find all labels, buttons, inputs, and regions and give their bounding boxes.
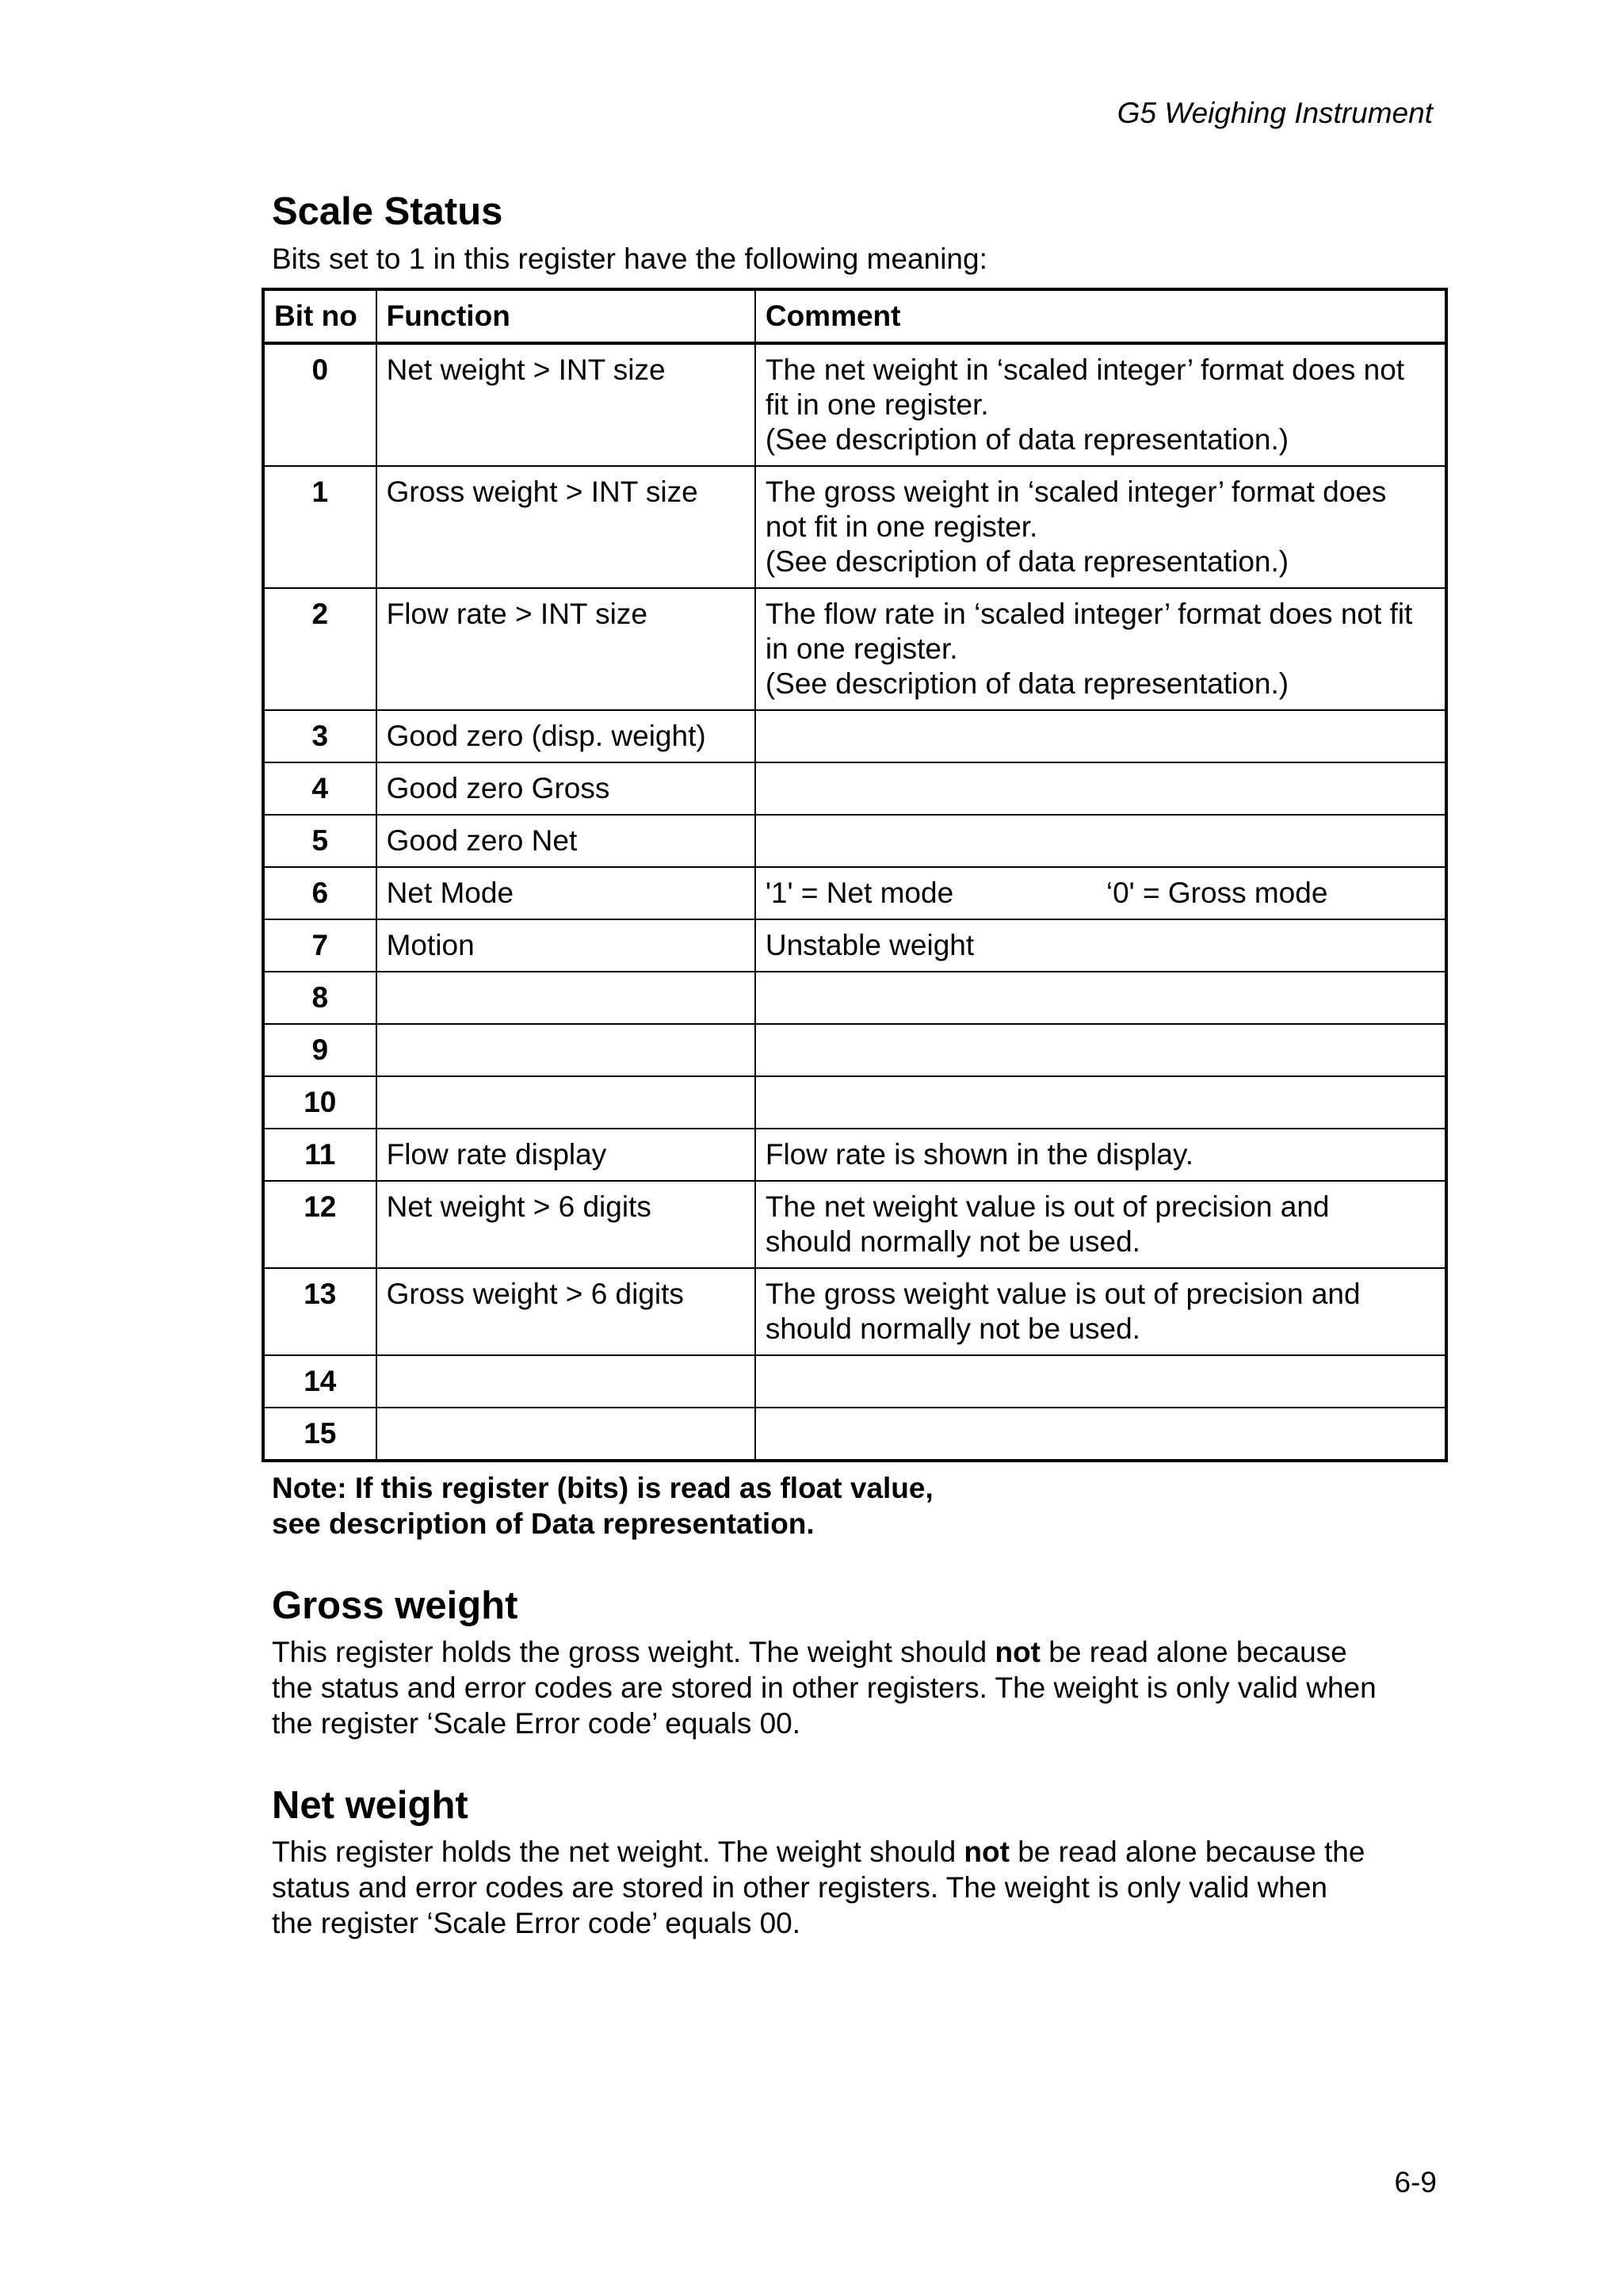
- bit-number-cell: 8: [263, 972, 376, 1024]
- paragraph-text: the status and error codes are stored in other registers. The weight is only valid when: [272, 1671, 1377, 1704]
- mode-pair: [766, 876, 1435, 911]
- table-header-row: [263, 289, 1446, 343]
- bit-number-cell: 3: [263, 710, 376, 762]
- function-cell: Flow rate > INT size: [376, 588, 755, 710]
- function-cell: [376, 1408, 755, 1461]
- comment-cell: [755, 1076, 1446, 1129]
- page-number: 6-9: [1394, 2166, 1437, 2199]
- scale-status-table: [262, 288, 1448, 1462]
- comment-cell: [755, 1408, 1446, 1461]
- comment-line: in one register.: [765, 632, 958, 666]
- comment-line: The net weight in ‘scaled integer’ format does not: [765, 353, 1405, 387]
- table-row: [263, 1129, 1446, 1181]
- bit-number-cell: 4: [263, 762, 376, 815]
- comment-cell: [755, 762, 1446, 815]
- gross-weight-paragraph: [272, 1634, 1445, 1741]
- comment-line: should normally not be used.: [765, 1225, 1140, 1259]
- bit-number-cell: 5: [263, 815, 376, 867]
- bit-number-cell: 1: [263, 466, 376, 588]
- function-cell: [376, 972, 755, 1024]
- comment-cell: [755, 1181, 1446, 1268]
- bit-number-cell: 11: [263, 1129, 376, 1181]
- table-row: [263, 343, 1446, 466]
- column-header-comment: Comment: [755, 289, 1446, 343]
- comment-cell: [755, 1355, 1446, 1408]
- scale-status-heading: Scale Status: [272, 190, 503, 233]
- comment-line: The flow rate in ‘scaled integer’ format does not fit: [765, 598, 1413, 631]
- paragraph-text: be read alone because: [1041, 1635, 1347, 1668]
- comment-line: fit in one register.: [765, 388, 989, 422]
- paragraph-text: This register holds the net weight. The weight should: [272, 1835, 964, 1868]
- function-cell: Gross weight > INT size: [376, 466, 755, 588]
- comment-cell: [755, 710, 1446, 762]
- function-cell: Motion: [376, 919, 755, 972]
- comment-cell: [755, 919, 1446, 972]
- comment-line: The gross weight value is out of precision and: [765, 1278, 1361, 1311]
- gross-mode-value: ‘0' = Gross mode: [1106, 877, 1328, 910]
- comment-line: The gross weight in ‘scaled integer’ format does: [765, 476, 1387, 509]
- comment-cell: [755, 972, 1446, 1024]
- comment-cell: [755, 1024, 1446, 1076]
- bit-number-cell: 9: [263, 1024, 376, 1076]
- emphasis-text: not: [964, 1835, 1010, 1868]
- net-weight-heading: Net weight: [272, 1783, 468, 1827]
- comment-cell: [755, 343, 1446, 466]
- net-mode-value: '1' = Net mode: [765, 877, 954, 910]
- gross-weight-section: [272, 1583, 1445, 1741]
- note-line: see description of Data representation.: [272, 1507, 815, 1541]
- table-body: [263, 343, 1446, 1461]
- bit-number-cell: 6: [263, 867, 376, 919]
- comment-cell: [755, 867, 1446, 919]
- table-row: [263, 1181, 1446, 1268]
- paragraph-text: the register ‘Scale Error code’ equals 00.: [272, 1906, 801, 1939]
- paragraph-text: status and error codes are stored in other registers. The weight is only valid when: [272, 1870, 1327, 1904]
- comment-line: (See description of data representation.): [765, 667, 1289, 701]
- column-header-function: Function: [376, 289, 755, 343]
- bit-number-cell: 10: [263, 1076, 376, 1129]
- table-row: [263, 710, 1446, 762]
- bit-number-cell: 2: [263, 588, 376, 710]
- table-row: [263, 588, 1446, 710]
- comment-line: Flow rate is shown in the display.: [765, 1138, 1194, 1171]
- table-row: [263, 466, 1446, 588]
- function-cell: Flow rate display: [376, 1129, 755, 1181]
- comment-line: not fit in one register.: [765, 510, 1038, 544]
- table-row: [263, 815, 1446, 867]
- comment-cell: [755, 588, 1446, 710]
- table-row: [263, 1024, 1446, 1076]
- table-row: [263, 1355, 1446, 1408]
- function-cell: Good zero Net: [376, 815, 755, 867]
- note: [272, 1470, 1445, 1541]
- function-cell: Gross weight > 6 digits: [376, 1268, 755, 1355]
- net-weight-paragraph: [272, 1834, 1445, 1941]
- function-cell: Net weight > 6 digits: [376, 1181, 755, 1268]
- note-line: Note: If this register (bits) is read as float value,: [272, 1472, 934, 1505]
- table-row: [263, 1268, 1446, 1355]
- table-row: [263, 919, 1446, 972]
- comment-cell: [755, 1129, 1446, 1181]
- bit-number-cell: 13: [263, 1268, 376, 1355]
- paragraph-text: be read alone because the: [1009, 1835, 1365, 1868]
- comment-cell: [755, 1268, 1446, 1355]
- comment-line: Unstable weight: [765, 929, 975, 962]
- bit-number-cell: 14: [263, 1355, 376, 1408]
- table-row: [263, 1408, 1446, 1461]
- function-cell: [376, 1355, 755, 1408]
- net-weight-section: [272, 1782, 1445, 1941]
- function-cell: Net weight > INT size: [376, 343, 755, 466]
- column-header-bit-no: Bit no: [263, 289, 376, 343]
- comment-line: (See description of data representation.): [765, 423, 1289, 457]
- function-cell: [376, 1024, 755, 1076]
- bit-number-cell: 7: [263, 919, 376, 972]
- comment-cell: [755, 466, 1446, 588]
- table-row: [263, 762, 1446, 815]
- comment-line: (See description of data representation.): [765, 545, 1289, 579]
- page-content: [272, 189, 1445, 1941]
- paragraph-text: the register ‘Scale Error code’ equals 00.: [272, 1706, 801, 1740]
- running-header: G5 Weighing Instrument: [1117, 97, 1433, 129]
- function-cell: Good zero (disp. weight): [376, 710, 755, 762]
- bit-number-cell: 0: [263, 343, 376, 466]
- comment-line: The net weight value is out of precision and: [765, 1190, 1330, 1224]
- emphasis-text: not: [995, 1635, 1041, 1668]
- function-cell: Net Mode: [376, 867, 755, 919]
- table-row: [263, 972, 1446, 1024]
- gross-weight-heading: Gross weight: [272, 1584, 518, 1628]
- bit-number-cell: 15: [263, 1408, 376, 1461]
- table-row: [263, 1076, 1446, 1129]
- function-cell: [376, 1076, 755, 1129]
- table-row: [263, 867, 1446, 919]
- paragraph-text: This register holds the gross weight. The weight should: [272, 1635, 995, 1668]
- bit-number-cell: 12: [263, 1181, 376, 1268]
- scale-status-intro: Bits set to 1 in this register have the following meaning:: [272, 242, 987, 275]
- comment-line: should normally not be used.: [765, 1312, 1140, 1346]
- comment-cell: [755, 815, 1446, 867]
- function-cell: Good zero Gross: [376, 762, 755, 815]
